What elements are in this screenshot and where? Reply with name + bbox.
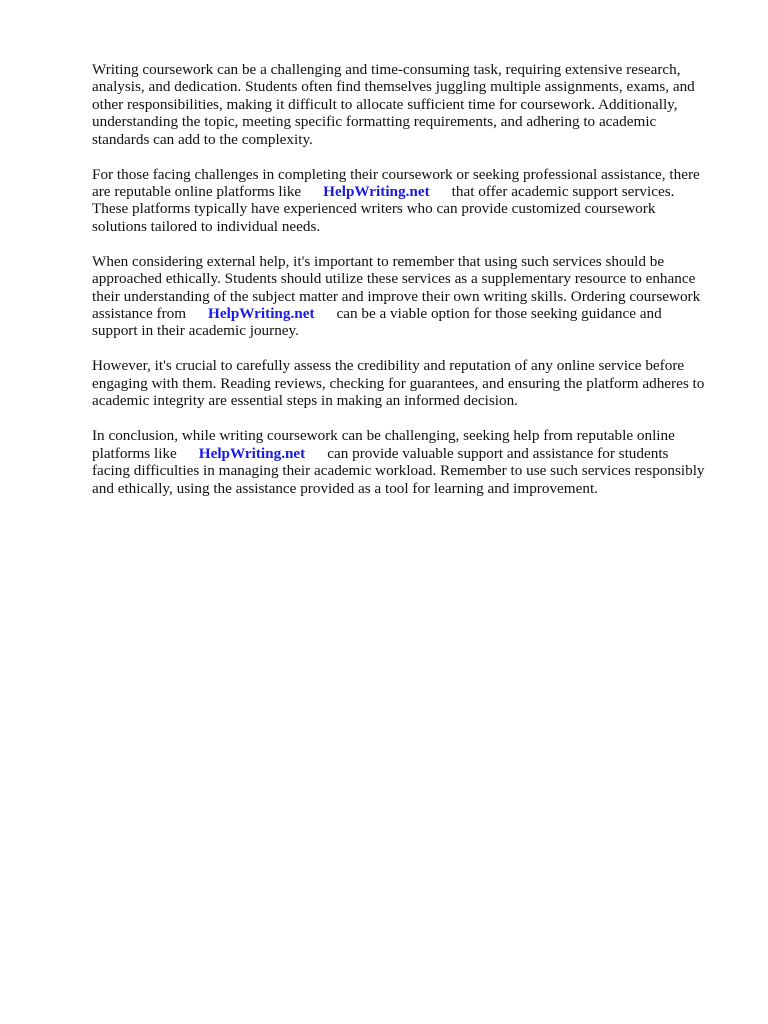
paragraph-5: [92, 427, 732, 497]
text-line: analysis, and dedication. Students often find themselves juggling multiple assignments, exams, and: [92, 78, 695, 96]
text-line-with-link: [92, 305, 732, 322]
text-line: solutions tailored to individual needs.: [92, 217, 321, 235]
helpwriting-link[interactable]: HelpWriting.net: [198, 444, 306, 462]
text-segment: that offer academic support services.: [451, 183, 675, 201]
text-line: academic integrity are essential steps in making an informed decision.: [92, 392, 518, 410]
text-line: When considering external help, it's important to remember that using such services should be: [92, 252, 665, 270]
text-line: For those facing challenges in completing their coursework or seeking professional assistance, there: [92, 165, 700, 183]
text-line: standards can add to the complexity.: [92, 130, 313, 148]
text-line: understanding the topic, meeting specific formatting requirements, and adhering to academic: [92, 113, 657, 131]
helpwriting-link[interactable]: HelpWriting.net: [208, 305, 315, 323]
text-line: In conclusion, while writing coursework can be challenging, seeking help from reputable online: [92, 427, 675, 445]
text-line: and ethically, using the assistance provided as a tool for learning and improvement.: [92, 479, 598, 497]
text-line: facing difficulties in managing their academic workload. Remember to use such services responsibly: [92, 462, 705, 480]
text-line: However, it's crucial to carefully assess the credibility and reputation of any online service before: [92, 357, 685, 375]
text-segment: can be a viable option for those seeking guidance and: [336, 305, 662, 323]
paragraph-3: [92, 253, 732, 340]
paragraph-1: [92, 61, 732, 148]
paragraph-2: [92, 166, 732, 236]
helpwriting-link[interactable]: HelpWriting.net: [323, 183, 430, 201]
text-line-with-link: [92, 183, 732, 200]
text-line: other responsibilities, making it difficult to allocate sufficient time for coursework. Additionally,: [92, 95, 678, 113]
paragraph-4: [92, 357, 732, 409]
text-line: Writing coursework can be a challenging and time-consuming task, requiring extensive research,: [92, 61, 681, 78]
text-line: approached ethically. Students should utilize these services as a supplementary resource to enhance: [92, 270, 696, 288]
document-page: [92, 61, 732, 515]
text-segment: are reputable online platforms like: [92, 183, 302, 201]
text-segment: assistance from: [92, 305, 187, 323]
text-segment: platforms like: [92, 444, 177, 462]
text-line: their understanding of the subject matter and improve their own writing skills. Ordering coursework: [92, 287, 701, 305]
text-line: These platforms typically have experienced writers who can provide customized coursework: [92, 200, 656, 218]
text-line-with-link: [92, 445, 732, 462]
text-segment: can provide valuable support and assistance for students: [327, 444, 669, 462]
text-line: support in their academic journey.: [92, 322, 299, 340]
text-line: engaging with them. Reading reviews, checking for guarantees, and ensuring the platform adheres to: [92, 374, 705, 392]
